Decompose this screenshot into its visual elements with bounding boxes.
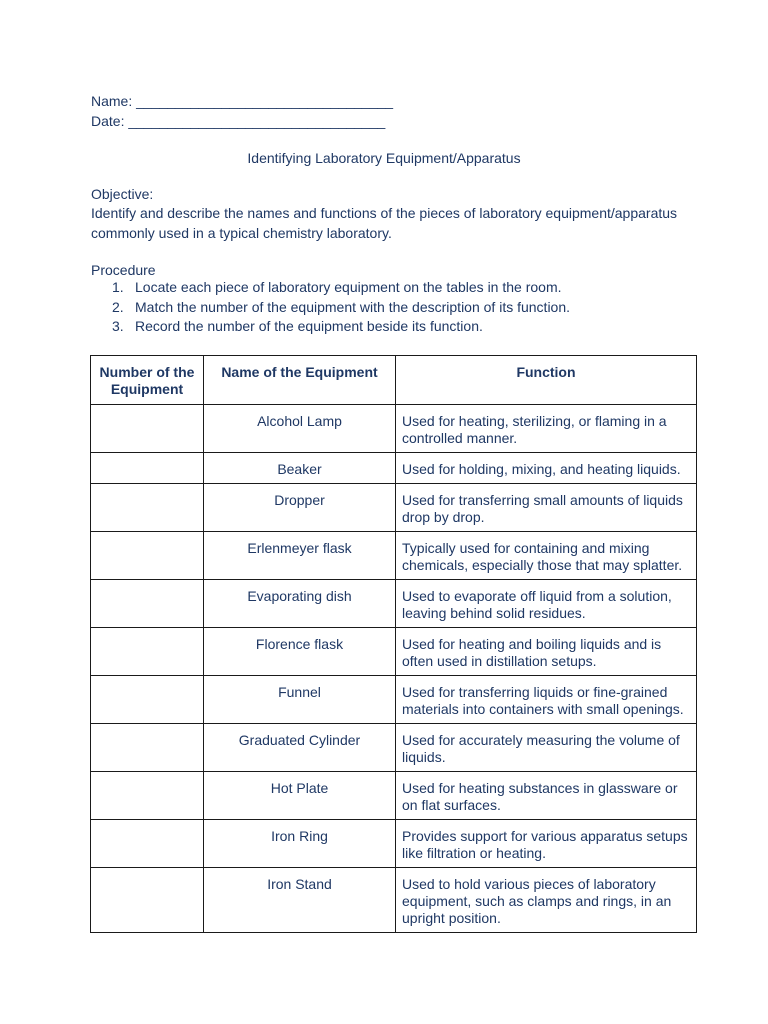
function-cell: Used for heating, sterilizing, or flaming in a controlled manner.	[396, 405, 697, 453]
equipment-name-cell: Evaporating dish	[204, 580, 396, 628]
equipment-name-cell: Alcohol Lamp	[204, 405, 396, 453]
function-cell: Typically used for containing and mixing chemicals, especially those that may splatter.	[396, 532, 697, 580]
name-field[interactable]: Name: _________________________________	[91, 93, 394, 109]
function-cell: Used for accurately measuring the volume of liquids.	[396, 724, 697, 772]
function-cell: Used for heating and boiling liquids and is often used in distillation setups.	[396, 628, 697, 676]
number-cell[interactable]	[91, 724, 204, 772]
procedure-list	[91, 278, 570, 337]
function-cell: Used for heating substances in glassware or on flat surfaces.	[396, 772, 697, 820]
function-cell: Used to hold various pieces of laboratory equipment, such as clamps and rings, in an upright position.	[396, 868, 697, 933]
number-cell[interactable]	[91, 628, 204, 676]
number-cell[interactable]	[91, 532, 204, 580]
table-header-row	[91, 356, 697, 405]
equipment-name-cell: Erlenmeyer flask	[204, 532, 396, 580]
function-cell: Used for transferring liquids or fine-grained materials into containers with small openings.	[396, 676, 697, 724]
number-cell[interactable]	[91, 453, 204, 484]
table-row	[91, 724, 697, 772]
number-cell[interactable]	[91, 772, 204, 820]
step-number: 1.	[112, 279, 124, 295]
number-cell[interactable]	[91, 676, 204, 724]
equipment-name-cell: Iron Ring	[204, 820, 396, 868]
function-cell: Used for holding, mixing, and heating liquids.	[396, 453, 697, 484]
table-row	[91, 820, 697, 868]
number-cell[interactable]	[91, 820, 204, 868]
function-cell: Provides support for various apparatus setups like filtration or heating.	[396, 820, 697, 868]
table-row	[91, 580, 697, 628]
number-cell[interactable]	[91, 868, 204, 933]
number-cell[interactable]	[91, 580, 204, 628]
table-row	[91, 676, 697, 724]
function-cell: Used to evaporate off liquid from a solution, leaving behind solid residues.	[396, 580, 697, 628]
step-number: 3.	[112, 318, 124, 334]
header-function: Function	[396, 356, 697, 405]
table-row	[91, 405, 697, 453]
equipment-name-cell: Funnel	[204, 676, 396, 724]
equipment-name-cell: Florence flask	[204, 628, 396, 676]
equipment-name-cell: Hot Plate	[204, 772, 396, 820]
step-text: Record the number of the equipment beside its function.	[135, 318, 483, 334]
objective-heading: Objective:	[91, 186, 154, 202]
procedure-step	[91, 278, 570, 298]
step-number: 2.	[112, 298, 124, 315]
table-row	[91, 628, 697, 676]
header-name: Name of the Equipment	[204, 356, 396, 405]
table-row	[91, 484, 697, 532]
equipment-name-cell: Iron Stand	[204, 868, 396, 933]
page-title: Identifying Laboratory Equipment/Apparatus	[247, 150, 521, 166]
number-cell[interactable]	[91, 484, 204, 532]
equipment-name-cell: Beaker	[204, 453, 396, 484]
date-field[interactable]: Date: _________________________________	[91, 113, 386, 129]
equipment-table	[90, 355, 697, 933]
table-row	[91, 532, 697, 580]
table-row	[91, 772, 697, 820]
step-text: Locate each piece of laboratory equipment on the tables in the room.	[135, 279, 562, 295]
step-text: Match the number of the equipment with the description of its function.	[135, 298, 571, 315]
equipment-name-cell: Dropper	[204, 484, 396, 532]
procedure-heading: Procedure	[91, 262, 156, 278]
function-cell: Used for transferring small amounts of liquids drop by drop.	[396, 484, 697, 532]
header-number: Number of the Equipment	[91, 356, 204, 405]
table-row	[91, 453, 697, 484]
table-row	[91, 868, 697, 933]
number-cell[interactable]	[91, 405, 204, 453]
objective-text: Identify and describe the names and functions of the pieces of laboratory equipment/apparatus commonly used in a typical chemistry laboratory.	[91, 205, 678, 241]
equipment-name-cell: Graduated Cylinder	[204, 724, 396, 772]
procedure-step	[91, 317, 570, 337]
procedure-step	[91, 298, 570, 318]
